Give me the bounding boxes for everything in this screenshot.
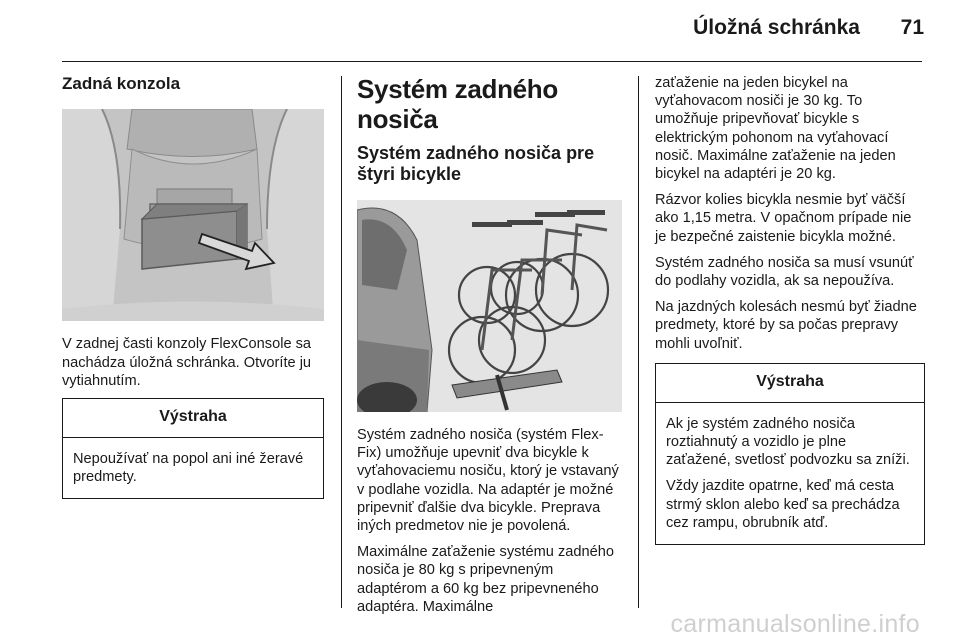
loose-objects-text: Na jazdných kolesách nesmú byť žiadne predmety, ktoré by sa počas prepravy mohli uvoľniť. [655,299,917,352]
warning-box-left [62,398,324,499]
bike-carrier-illustration [357,200,622,412]
right-column [655,74,925,545]
rear-carrier-heading: Systém zadného nosiča [357,74,558,134]
page-number: 71 [900,16,924,39]
header-rule [62,61,922,62]
rear-console-illustration [62,109,324,321]
per-bike-load-text: zaťaženie na jeden bicykel na vyťahovacom nosiči je 30 kg. To umožňuje pripevňovať bicykle s elektrickým pohonom na vyťahovací nosič. Maximálne zaťaženie na jeden bicykel na adaptéri je 20 kg. [655,75,896,183]
left-column [62,70,324,499]
warning-text-right-1: Ak je systém zadného nosiča roztiahnutý a vozidlo je plne zaťažené, svetlosť podvozku sa zníži. [666,415,910,469]
warning-text-right-2: Vždy jazdite opatrne, keď má cesta strmý sklon alebo keď sa prechádza cez rampu, obrubník atď. [666,478,900,531]
column-divider-1 [341,76,342,608]
page-header-title: Úložná schránka [693,16,860,39]
rear-console-text: V zadnej časti konzoly FlexConsole sa nachádza úložná schránka. Otvoríte ju vytiahnutím. [62,336,312,389]
watermark: carmanualsonline.info [670,610,920,638]
warning-title-right: Výstraha [656,364,924,403]
warning-title-left: Výstraha [63,399,323,438]
middle-column [357,70,622,624]
stowing-text: Systém zadného nosiča sa musí vsunúť do podlahy vozidla, ak sa nepoužíva. [655,254,914,290]
rear-console-heading: Zadná konzola [62,74,181,93]
wheelbase-text: Rázvor kolies bicykla nesmie byť väčší ako 1,15 metra. V opačnom prípade nie je bezpečné zaistenie bicykla možné. [655,192,912,245]
warning-box-right [655,363,925,545]
column-divider-2 [638,76,639,608]
carrier-description: Systém zadného nosiča (systém Flex-Fix) umožňuje upevniť dva bicykle k vyťahovaciemu nosiču, ktorý je vstavaný v podlahe vozidla. Na adaptér je možné pripevniť ďalšie dva bicykle. Preprava iných predmetov nie je povolená. [357,426,619,534]
four-bikes-subheading: Systém zadného nosiča pre štyri bicykle [357,142,595,185]
carrier-max-load: Maximálne zaťaženie systému zadného nosiča je 80 kg s pripevneným adaptérom a 60 kg bez pripevneného adaptéra. Maximálne [357,544,614,615]
warning-text-left: Nepoužívať na popol ani iné žeravé predmety. [73,451,304,486]
